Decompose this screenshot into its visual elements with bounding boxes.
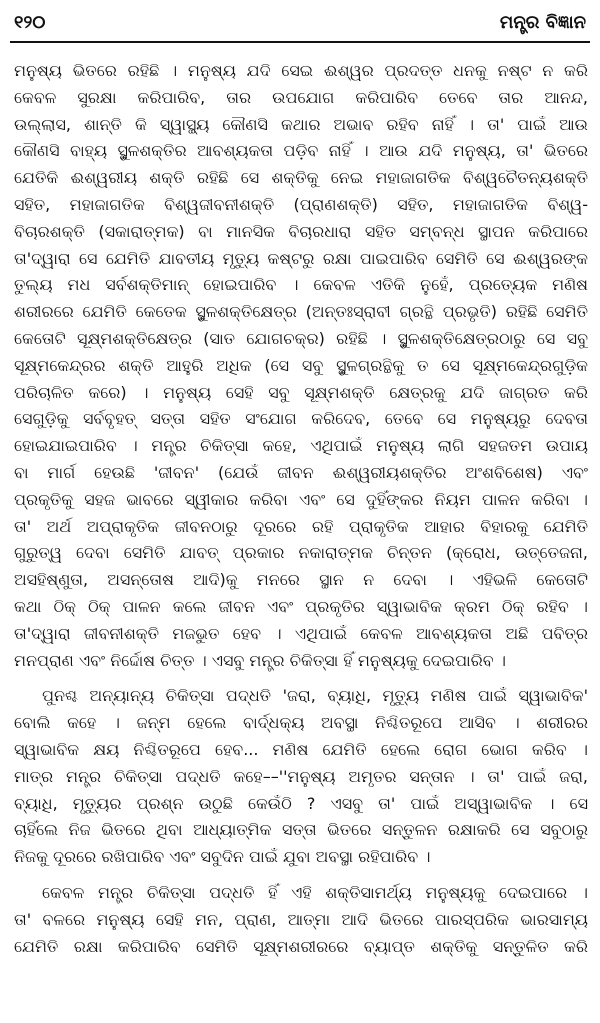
text-line: ହୋଇଯାଇପାରିବ । ମନ୍ତ୍ର ଚିକିତ୍ସା କହେ, ଏଥିପାଇଁ ମନୁଷ୍ୟ ଲାଗି ସହଜତମ ଉପାୟ	[14, 436, 588, 456]
text-line: ଚାହିଁଲେ ନିଜ ଭିତରେ ଥିବା ଆଧ୍ୟାତ୍ମିକ ସତ୍ତା ଭିତରେ ସନ୍ତୁଳନ ରକ୍ଷାକରି ସେ ସବୁଠାରୁ	[14, 820, 588, 840]
text-line: ତା'ଦ୍ୱାରା ସେ ଯେମିତି ଯାବତୀୟ ମୃତ୍ୟୁ କଷ୍ଟରୁ ରକ୍ଷା ପାଇପାରିବ ସେମିତି ସେ ଈଶ୍ୱରଙ୍କ	[14, 248, 588, 268]
running-title: ମନ୍ତ୍ର ବିଜ୍ଞାନ	[499, 11, 586, 33]
text-line: ବିଚାରଶକ୍ତି (ସକାରାତ୍ମକ) ବା ମାନସିକ ବିଚାରଧାରା ସହିତ ସମ୍ବନ୍ଧ ସ୍ଥାପନ କରିପାରେ	[14, 221, 588, 241]
text-line: ସେଗୁଡ଼ିକୁ ସର୍ବବୃହତ୍ ସତ୍ତା ସହିତ ସଂଯୋଗ କରିଦେବ, ତେବେ ସେ ମନୁଷ୍ୟରୁ ଦେବତା	[14, 409, 588, 429]
text-line: କଥା ଠିକ୍ ଠିକ୍ ପାଳନ କଲେ ଜୀବନ ଏବଂ ପ୍ରକୃତିର ସ୍ୱାଭାବିକ କ୍ରମ ଠିକ୍ ରହିବ ।	[14, 596, 588, 616]
text-line: ସହିତ, ମହାଜାଗତିକ ବିଶ୍ୱଜୀବନୀଶକ୍ତି (ପ୍ରାଣଶକ୍ତି) ସହିତ, ମହାଜାଗତିକ ବିଶ୍ୱ-	[14, 194, 588, 214]
text-line: ଶରୀରରେ ଯେମିତି କେତେକ ସ୍ଥୁଳଶକ୍ତିକ୍ଷେତ୍ର (ଅନ୍ତଃସ୍ରାବୀ ଗ୍ରନ୍ଥି ପ୍ରଭୃତି) ରହିଛି ସେମିତି	[14, 302, 588, 322]
text-line: ତୁଲ୍ୟ ମଧ ସର୍ବଶକ୍ତିମାନ୍ ହୋଇପାରିବ । କେବଳ ଏତିକି ନୁହେଁ, ପ୍ରତ୍ୟେକ ମଣିଷ	[14, 275, 588, 295]
text-line: ମାତ୍ର ମନ୍ତ୍ର ଚିକିତ୍ସା ପଦ୍ଧତି କହେ––''ମନୁଷ୍ୟ ଅମୃତର ସନ୍ତାନ । ତା' ପାଇଁ ଜରା,	[14, 766, 588, 786]
text-line: ସ୍ୱାଭାବିକ କ୍ଷୟ ନିଶ୍ଚିତରୂପେ ହେବ... ମଣିଷ ଯେମିତି ହେଲେ ରୋଗ ଭୋଗ କରିବ ।	[14, 739, 588, 759]
header-rule	[10, 41, 590, 43]
text-line: ମନୁଷ୍ୟ ଭିତରେ ରହିଛି । ମନୁଷ୍ୟ ଯଦି ସେଇ ଈଶ୍ୱର ପ୍ରଦତ୍ତ ଧନକୁ ନଷ୍ଟ ନ କରି	[14, 61, 588, 80]
paragraph	[14, 58, 588, 674]
text-line: ପରିଚାଳିତ କରେ) । ମନୁଷ୍ୟ ସେହି ସବୁ ସୂକ୍ଷ୍ମଶକ୍ତି କ୍ଷେତ୍ରକୁ ଯଦି ଜାଗ୍ରତ କରି	[14, 382, 588, 402]
text-line: ମନପ୍ରାଣ ଏବଂ ନିର୍ଦ୍ଦୋଷ ଚିତ୍ତ । ଏସବୁ ମନ୍ତ୍ର ଚିକିତ୍ସା ହିଁ ମନୁଷ୍ୟକୁ ଦେଇପାରିବ ।	[14, 650, 507, 670]
text-line: ସୂକ୍ଷ୍ମକେନ୍ଦ୍ରର ଶକ୍ତି ଆହୁରି ଅଧିକ (ସେ ସବୁ ସ୍ଥୁଳଗ୍ରନ୍ଥିକୁ ତ ସେ ସୂକ୍ଷ୍ମକେନ୍ଦ୍ରଗୁଡ଼ିକ	[14, 355, 588, 375]
text-line: ବ୍ୟାଧି, ମୃତ୍ୟୁର ପ୍ରଶ୍ନ ଉଠୁଛି କେଉଁଠି ? ଏସବୁ ତା' ପାଇଁ ଅସ୍ୱାଭାବିକ । ସେ	[14, 793, 588, 813]
body-text	[14, 58, 588, 960]
text-line: ତା' ବଳରେ ମନୁଷ୍ୟ ସେହି ମନ, ପ୍ରାଣ, ଆତ୍ମା ଆଦି ଭିତରେ ପାରସ୍ପରିକ ଭାରସାମ୍ୟ	[14, 909, 588, 929]
text-line: ପ୍ରକୃତିକୁ ସହଜ ଭାବରେ ସ୍ୱୀକାର କରିବା ଏବଂ ସେ ଦୁହିଁଙ୍କର ନିୟମ ପାଳନ କରିବା ।	[14, 489, 588, 509]
page-header	[14, 6, 586, 38]
text-line: ପୁନଶ୍ଚ ଅନ୍ୟାନ୍ୟ ଚିକିତ୍ସା ପଦ୍ଧତି 'ଜରା, ବ୍ୟାଧି, ମୃତ୍ୟୁ ମଣିଷ ପାଇଁ ସ୍ୱାଭାବିକ'	[42, 686, 588, 706]
paragraph-gap	[14, 871, 588, 880]
text-line: ବା ମାର୍ଗ ହେଉଛି 'ଜୀବନ' (ଯେଉଁ ଜୀବନ ଈଶ୍ୱରୀୟଶକ୍ତିର ଅଂଶବିଶେଷ) ଏବଂ	[14, 462, 588, 482]
text-line: ଉଲ୍ଲାସ, ଶାନ୍ତି କି ସ୍ୱାସ୍ଥ୍ୟ କୌଣସି କଥାର ଅଭାବ ରହିବ ନାହିଁ । ତା' ପାଇଁ ଆଉ	[14, 114, 588, 134]
text-line: ଯେତିକି ଈଶ୍ୱରୀୟ ଶକ୍ତି ରହିଛି ସେ ଶକ୍ତିକୁ ନେଇ ମହାଜାଗତିକ ବିଶ୍ୱଚୈତନ୍ୟଶକ୍ତି	[14, 168, 588, 188]
paragraph-gap	[14, 674, 588, 683]
text-line: କେବଳ ମନ୍ତ୍ର ଚିକିତ୍ସା ପଦ୍ଧତି ହିଁ ଏହି ଶକ୍ତିସାମର୍ଥ୍ୟ ମନୁଷ୍ୟକୁ ଦେଇପାରେ ।	[42, 882, 588, 902]
page-number: ୧୨୦	[14, 11, 46, 33]
text-line: ତା'ଦ୍ୱାରା ଜୀବନୀଶକ୍ତି ମଜଭୁତ ହେବ । ଏଥିପାଇଁ କେବଳ ଆବଶ୍ୟକତା ଅଛି ପବିତ୍ର	[14, 623, 588, 643]
text-line: କେବଳ ସୁରକ୍ଷା କରିପାରିବ, ତାର ଉପଯୋଗ କରିପାରିବ ତେବେ ତାର ଆନନ୍ଦ,	[14, 87, 588, 107]
text-line: ତା' ଅର୍ଥ ଅପ୍ରାକୃତିକ ଜୀବନଠାରୁ ଦୂରରେ ରହି ପ୍ରାକୃତିକ ଆହାର ବିହାରକୁ ଯେମିତି	[14, 516, 588, 536]
text-line: କେତୋଟି ସୂକ୍ଷ୍ମଶକ୍ତିକ୍ଷେତ୍ର (ସାତ ଯୋଗଚକ୍ର) ରହିଛି । ସ୍ଥୁଳଶକ୍ତିକ୍ଷେତ୍ରଠାରୁ ସେ ସବୁ	[14, 328, 588, 348]
text-line: ନିଜକୁ ଦୂରରେ ରଖିପାରିବ ଏବଂ ସବୁଦିନ ପାଇଁ ଯୁବା ଅବସ୍ଥା ରହିପାରିବ ।	[14, 847, 431, 867]
text-line: ଗୁରୁତ୍ୱ ଦେବା ସେମିତି ଯାବତ୍ ପ୍ରକାର ନକାରାତ୍ମକ ଚିନ୍ତନ (କ୍ରୋଧ, ଉତ୍ତେଜନା,	[14, 543, 588, 563]
paragraph	[14, 683, 588, 871]
text-line: ଅସହିଷ୍ଣୁତା, ଅସନ୍ତୋଷ ଆଦି)କୁ ମନରେ ସ୍ଥାନ ନ ଦେବା । ଏହିଭଳି କେତୋଟି	[14, 570, 588, 590]
text-line: ବୋଲି କହେ । ଜନ୍ମ ହେଲେ ବାର୍ଦ୍ଧକ୍ୟ ଅବସ୍ଥା ନିଶ୍ଚିତରୂପେ ଆସିବ । ଶରୀରର	[14, 713, 588, 733]
text-line: ଯେମିତି ରକ୍ଷା କରିପାରିବ ସେମିତି ସୂକ୍ଷ୍ମଶରୀରରେ ବ୍ୟାପ୍ତ ଶକ୍ତିକୁ ସନ୍ତୁଳିତ କରି	[14, 936, 588, 956]
text-line: କୌଣସି ବାହ୍ୟ ସ୍ଥୁଳଶକ୍ତିର ଆବଶ୍ୟକତା ପଡ଼ିବ ନାହିଁ । ଆଉ ଯଦି ମନୁଷ୍ୟ, ତା' ଭିତରେ	[14, 141, 588, 161]
paragraph	[14, 880, 588, 960]
